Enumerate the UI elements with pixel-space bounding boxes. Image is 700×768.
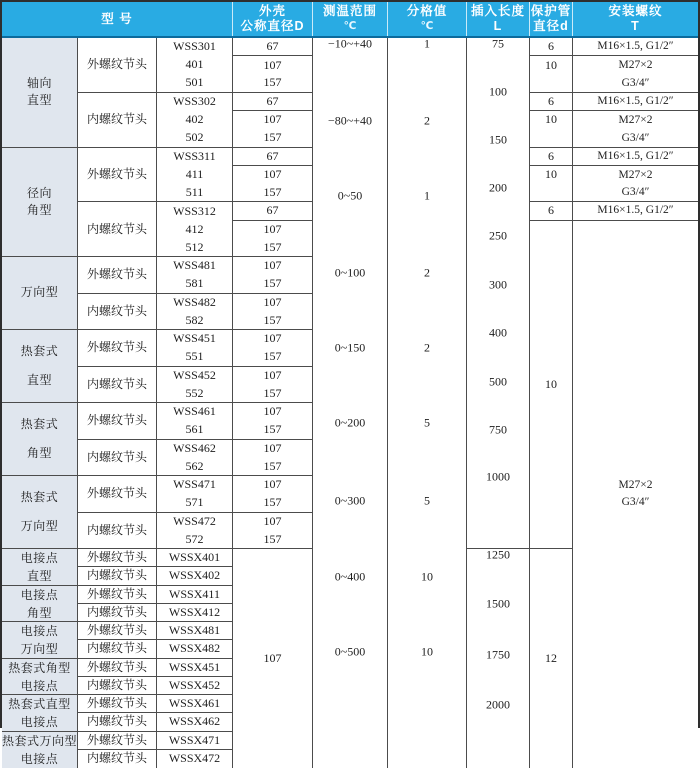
cell-line: 万向型: [2, 284, 77, 301]
tube-diameter-cell: [530, 56, 573, 93]
cell-line: 157: [233, 184, 312, 202]
cell-line: 67: [233, 38, 312, 55]
model-cell: [157, 440, 233, 477]
cell-line: 内螺纹节头: [78, 640, 156, 657]
model-cell: [157, 202, 233, 257]
division-value: 5: [388, 416, 466, 431]
cell-line: M16×1.5, G1/2″: [573, 93, 698, 110]
header-line: 外壳: [259, 4, 286, 19]
cell-line: 轴向: [2, 75, 77, 92]
type-cell: [2, 586, 78, 623]
model-cell: [157, 586, 233, 604]
cell-line: 内螺纹节头: [78, 750, 156, 767]
diameter-cell: [233, 403, 313, 440]
cell-line: 551: [157, 348, 232, 366]
cell-line: WSSX451: [157, 659, 232, 676]
insert-length-value: 1500: [467, 597, 529, 612]
model-cell: [157, 403, 233, 440]
cell-line: 外螺纹节头: [78, 56, 156, 73]
diameter-cell: [233, 56, 313, 93]
cell-line: [530, 74, 572, 92]
cell-line: WSS452: [157, 367, 232, 385]
joint-cell: [78, 713, 157, 731]
cell-line: 107: [233, 476, 312, 494]
cell-line: 角型: [2, 439, 77, 468]
model-cell: [157, 257, 233, 294]
cell-line: WSSX452: [157, 677, 232, 694]
joint-cell: [78, 586, 157, 604]
cell-line: G3/4″: [573, 184, 698, 202]
diameter-cell: [233, 202, 313, 220]
cell-line: 热套式: [2, 337, 77, 366]
joint-cell: [78, 330, 157, 367]
cell-line: 电接点: [2, 750, 77, 768]
diameter-cell: [233, 257, 313, 294]
cell-line: 热套式万向型: [2, 732, 77, 750]
model-cell: [157, 640, 233, 658]
model-cell: [157, 148, 233, 203]
cell-line: 外螺纹节头: [78, 622, 156, 639]
insert-length: [467, 38, 530, 549]
cell-line: 107: [233, 330, 312, 348]
cell-line: 热套式直型: [2, 695, 77, 713]
cell-line: 412: [157, 220, 232, 238]
table-body: [2, 38, 698, 768]
cell-line: M27×2: [573, 111, 698, 129]
cell-line: 107: [233, 166, 312, 184]
model-cell: [157, 659, 233, 677]
tube-diameter-cell: [530, 38, 573, 56]
cell-line: 内螺纹节头: [78, 449, 156, 466]
cell-line: 直型: [2, 92, 77, 109]
cell-line: 外螺纹节头: [78, 732, 156, 749]
cell-line: 内螺纹节头: [78, 221, 156, 238]
cell-line: 内螺纹节头: [78, 713, 156, 730]
cell-line: WSS481: [157, 257, 232, 275]
header-line: 安装螺纹: [608, 4, 662, 19]
tube-diameter-cell: [530, 111, 573, 148]
cell-line: M27×2: [573, 56, 698, 74]
thread-cell: [573, 56, 698, 93]
cell-line: 10: [530, 166, 572, 184]
header-mount-thread: [573, 2, 698, 36]
header-line: 公称直径D: [240, 19, 304, 34]
cell-line: 67: [233, 148, 312, 165]
cell-line: G3/4″: [573, 129, 698, 147]
division-value: 1: [388, 38, 466, 52]
cell-line: 107: [233, 257, 312, 275]
cell-line: 内螺纹节头: [78, 303, 156, 320]
cell-line: WSSX471: [157, 732, 232, 749]
model-cell: [157, 622, 233, 640]
type-cell: [2, 695, 78, 732]
cell-line: 107: [233, 294, 312, 312]
cell-line: WSS471: [157, 476, 232, 494]
cell-line: 157: [233, 129, 312, 147]
cell-line: 10: [530, 56, 572, 74]
header-temp-range: [313, 2, 388, 36]
header-row: [2, 2, 698, 38]
cell-line: 内螺纹节头: [78, 376, 156, 393]
type-cell: [2, 257, 78, 330]
type-cell: [2, 38, 78, 148]
temp-range-value: −80~+40: [313, 114, 387, 129]
tube-diameter-cell: [530, 221, 573, 550]
tube-diameter-cell: [530, 202, 573, 220]
insert-length-value: 400: [467, 326, 529, 341]
joint-cell: [78, 294, 157, 331]
division-value: 10: [388, 570, 466, 585]
division-value: 2: [388, 114, 466, 129]
header-unit: ℃: [344, 19, 357, 34]
joint-cell: [78, 604, 157, 622]
division-value: 5: [388, 494, 466, 509]
diameter-cell: [233, 294, 313, 331]
insert-length-value: 1750: [467, 648, 529, 663]
diameter-cell: [233, 38, 313, 56]
cell-line: WSSX411: [157, 586, 232, 603]
diameter-cell: [233, 513, 313, 550]
cell-line: WSSX401: [157, 549, 232, 566]
joint-cell: [78, 659, 157, 677]
diameter-cell: [233, 93, 313, 111]
header-line: 直径d: [533, 19, 569, 34]
header-model-label: 型 号: [101, 12, 132, 27]
cell-line: 581: [157, 275, 232, 293]
cell-line: 157: [233, 494, 312, 512]
joint-cell: [78, 202, 157, 257]
model-cell: [157, 732, 233, 750]
cell-line: 107: [233, 650, 312, 667]
temp-range-value: 0~200: [313, 416, 387, 431]
joint-cell: [78, 622, 157, 640]
cell-line: 内螺纹节头: [78, 522, 156, 539]
cell-line: M16×1.5, G1/2″: [573, 148, 698, 165]
temp-range-value: 0~500: [313, 645, 387, 660]
joint-cell: [78, 677, 157, 695]
joint-cell: [78, 549, 157, 567]
cell-line: 107: [233, 440, 312, 458]
cell-line: 582: [157, 311, 232, 329]
cell-line: 内螺纹节头: [78, 567, 156, 584]
type-cell: [2, 330, 78, 403]
joint-cell: [78, 93, 157, 148]
cell-line: WSS311: [157, 148, 232, 166]
cell-line: 562: [157, 457, 232, 475]
joint-cell: [78, 732, 157, 750]
cell-line: M27×2: [573, 166, 698, 184]
cell-line: 157: [233, 530, 312, 548]
tube-diameter-cell: [530, 93, 573, 111]
cell-line: 外螺纹节头: [78, 659, 156, 676]
cell-line: 571: [157, 494, 232, 512]
diameter-cell: [233, 330, 313, 367]
header-line: 插入长度: [471, 4, 525, 19]
cell-line: 10: [530, 376, 572, 393]
cell-line: 157: [233, 348, 312, 366]
division-value: 10: [388, 645, 466, 660]
cell-line: 内螺纹节头: [78, 604, 156, 621]
cell-line: M16×1.5, G1/2″: [573, 38, 698, 55]
cell-line: 572: [157, 530, 232, 548]
cell-line: 157: [233, 275, 312, 293]
model-cell: [157, 713, 233, 731]
model-cell: [157, 93, 233, 148]
header-insert-length: [467, 2, 530, 36]
cell-line: 107: [233, 367, 312, 385]
insert-length-value: 1250: [467, 549, 529, 563]
cell-line: 67: [233, 202, 312, 219]
joint-cell: [78, 695, 157, 713]
model-cell: [157, 294, 233, 331]
model-cell: [157, 476, 233, 513]
insert-length-value: 200: [467, 181, 529, 196]
division-value: 2: [388, 341, 466, 356]
diameter-cell: [233, 148, 313, 166]
header-unit: ℃: [421, 19, 434, 34]
cell-line: 万向型: [2, 640, 77, 658]
insert-length-value: 750: [467, 423, 529, 438]
cell-line: 内螺纹节头: [78, 677, 156, 694]
cell-line: 401: [157, 56, 232, 74]
joint-cell: [78, 750, 157, 768]
model-cell: [157, 330, 233, 367]
cell-line: 6: [530, 202, 572, 219]
division-value: 2: [388, 266, 466, 281]
header-model: [2, 2, 233, 36]
model-cell: [157, 367, 233, 404]
temp-range-value: 0~50: [313, 189, 387, 204]
cell-line: 107: [233, 111, 312, 129]
cell-line: 6: [530, 38, 572, 55]
cell-line: WSS462: [157, 440, 232, 458]
cell-line: 511: [157, 183, 232, 201]
cell-line: 角型: [2, 603, 77, 621]
joint-cell: [78, 440, 157, 477]
cell-line: 热套式: [2, 483, 77, 512]
type-cell: [2, 732, 78, 768]
cell-line: 径向: [2, 185, 77, 202]
type-cell: [2, 622, 78, 659]
cell-line: 411: [157, 165, 232, 183]
cell-line: 角型: [2, 202, 77, 219]
diameter-cell: [233, 476, 313, 513]
cell-line: M16×1.5, G1/2″: [573, 202, 698, 219]
cell-line: 外螺纹节头: [78, 549, 156, 566]
joint-cell: [78, 403, 157, 440]
cell-line: 6: [530, 93, 572, 110]
cell-line: 10: [530, 111, 572, 129]
division: [388, 38, 467, 768]
joint-cell: [78, 513, 157, 550]
model-cell: [157, 513, 233, 550]
cell-line: WSSX481: [157, 622, 232, 639]
cell-line: 外螺纹节头: [78, 166, 156, 183]
cell-line: 107: [233, 221, 312, 239]
cell-line: WSS302: [157, 93, 232, 111]
cell-line: 热套式: [2, 410, 77, 439]
type-cell: [2, 476, 78, 549]
cell-line: 157: [233, 238, 312, 256]
diameter-cell: [233, 166, 313, 203]
cell-line: WSS312: [157, 202, 232, 220]
thread-cell: [573, 93, 698, 111]
cell-line: 157: [233, 311, 312, 329]
cell-line: 157: [233, 74, 312, 92]
temp-range-value: −10~+40: [313, 38, 387, 52]
cell-line: 外螺纹节头: [78, 695, 156, 712]
insert-length-value: 150: [467, 133, 529, 148]
thread-cell: [573, 202, 698, 220]
insert-length-value: 250: [467, 229, 529, 244]
diameter-cell: [233, 440, 313, 477]
header-line: 测温范围: [323, 4, 377, 19]
temp-range: [313, 38, 388, 768]
cell-line: 热套式角型: [2, 659, 77, 677]
cell-line: WSSX461: [157, 695, 232, 712]
cell-line: 外螺纹节头: [78, 412, 156, 429]
temp-range-value: 0~100: [313, 266, 387, 281]
joint-cell: [78, 148, 157, 203]
cell-line: [530, 129, 572, 147]
insert-length-value: 75: [467, 38, 529, 52]
cell-line: WSS451: [157, 330, 232, 348]
insert-length-value: 500: [467, 375, 529, 390]
cell-line: 157: [233, 421, 312, 439]
cell-line: 直型: [2, 567, 77, 585]
cell-line: 电接点: [2, 549, 77, 567]
cell-line: [530, 184, 572, 202]
model-cell: [157, 549, 233, 567]
cell-line: WSSX472: [157, 750, 232, 767]
header-shell-diameter: [233, 2, 313, 36]
insert-length: [467, 549, 530, 768]
cell-line: 107: [233, 403, 312, 421]
cell-line: 直型: [2, 366, 77, 395]
cell-line: 552: [157, 384, 232, 402]
header-tube-diameter: [530, 2, 573, 36]
joint-cell: [78, 257, 157, 294]
header-unit: L: [494, 19, 503, 34]
cell-line: WSS472: [157, 513, 232, 531]
cell-line: WSSX402: [157, 567, 232, 584]
tube-diameter-cell: [530, 549, 573, 768]
insert-length-value: 100: [467, 85, 529, 100]
joint-cell: [78, 476, 157, 513]
cell-line: WSS301: [157, 38, 232, 56]
temp-range-value: 0~400: [313, 570, 387, 585]
thread-cell: [573, 38, 698, 56]
cell-line: G3/4″: [573, 494, 698, 511]
header-unit: T: [631, 19, 640, 34]
cell-line: 502: [157, 129, 232, 147]
cell-line: 107: [233, 56, 312, 74]
cell-line: 电接点: [2, 586, 77, 604]
cell-line: 电接点: [2, 622, 77, 640]
cell-line: 157: [233, 384, 312, 402]
cell-line: 512: [157, 238, 232, 256]
division-value: 1: [388, 189, 466, 204]
temp-range-value: 0~300: [313, 494, 387, 509]
diameter-cell: [233, 221, 313, 258]
cell-line: WSS482: [157, 294, 232, 312]
thread-cell: [573, 148, 698, 166]
tube-diameter-cell: [530, 166, 573, 203]
diameter-cell: [233, 549, 313, 768]
header-line: 分格值: [407, 4, 448, 19]
type-cell: [2, 148, 78, 258]
cell-line: 外螺纹节头: [78, 485, 156, 502]
cell-line: 内螺纹节头: [78, 111, 156, 128]
temp-range-value: 0~150: [313, 341, 387, 356]
diameter-cell: [233, 367, 313, 404]
type-cell: [2, 659, 78, 696]
cell-line: 外螺纹节头: [78, 266, 156, 283]
cell-line: WSSX462: [157, 713, 232, 730]
insert-length-value: 2000: [467, 698, 529, 713]
cell-line: WSSX412: [157, 604, 232, 621]
cell-line: 501: [157, 74, 232, 92]
tube-diameter-cell: [530, 148, 573, 166]
cell-line: M27×2: [573, 477, 698, 494]
cell-line: WSSX482: [157, 640, 232, 657]
cell-line: 外螺纹节头: [78, 586, 156, 603]
thread-cell: [573, 166, 698, 203]
cell-line: 12: [530, 650, 572, 667]
cell-line: 外螺纹节头: [78, 339, 156, 356]
cell-line: 电接点: [2, 676, 77, 694]
cell-line: 电接点: [2, 713, 77, 731]
cell-line: 107: [233, 513, 312, 531]
joint-cell: [78, 567, 157, 585]
cell-line: WSS461: [157, 403, 232, 421]
model-cell: [157, 567, 233, 585]
model-cell: [157, 604, 233, 622]
joint-cell: [78, 38, 157, 93]
diameter-cell: [233, 111, 313, 148]
type-cell: [2, 403, 78, 476]
model-cell: [157, 695, 233, 713]
thread-cell: [573, 221, 698, 768]
cell-line: 6: [530, 148, 572, 165]
header-division: [388, 2, 467, 36]
insert-length-value: 1000: [467, 470, 529, 485]
type-cell: [2, 549, 78, 586]
cell-line: 402: [157, 111, 232, 129]
cell-line: 万向型: [2, 512, 77, 541]
cell-line: G3/4″: [573, 74, 698, 92]
cell-line: 67: [233, 93, 312, 110]
cell-line: 561: [157, 421, 232, 439]
model-cell: [157, 750, 233, 768]
joint-cell: [78, 367, 157, 404]
cell-line: 157: [233, 457, 312, 475]
thread-cell: [573, 111, 698, 148]
model-cell: [157, 677, 233, 695]
insert-length-value: 300: [467, 278, 529, 293]
joint-cell: [78, 640, 157, 658]
model-cell: [157, 38, 233, 93]
header-line: 保护管: [531, 4, 572, 19]
